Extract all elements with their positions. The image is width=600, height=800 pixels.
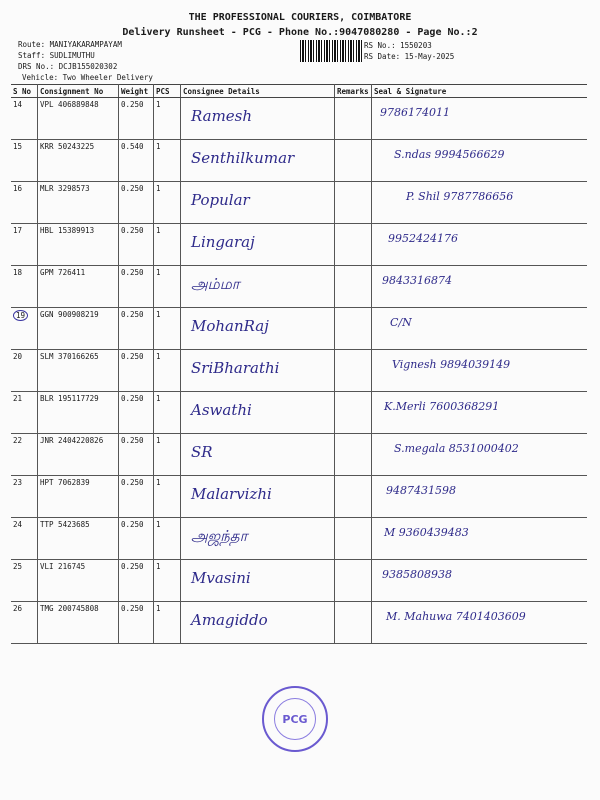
consignee-handwriting: Amagiddo	[191, 611, 268, 629]
row-weight-cell	[119, 476, 154, 518]
row-remarks-cell	[335, 518, 372, 560]
row-weight: 0.250	[121, 184, 144, 193]
row-weight-cell	[119, 308, 154, 350]
row-sno: 24	[13, 520, 23, 529]
row-pcs-cell	[154, 224, 181, 266]
row-weight-cell	[119, 140, 154, 182]
row-consignee-cell	[181, 602, 335, 644]
row-signature-cell	[372, 182, 588, 224]
drs-label: DRS No.: DCJB155020302	[18, 62, 118, 71]
row-consignment-no-cell	[38, 266, 119, 308]
table-row	[11, 224, 587, 266]
consignee-handwriting: Malarvizhi	[191, 485, 272, 503]
row-pcs: 1	[156, 604, 161, 613]
row-remarks-cell	[335, 434, 372, 476]
row-sno: 25	[13, 562, 23, 571]
row-consignment-no-cell	[38, 518, 119, 560]
row-remarks-cell	[335, 98, 372, 140]
row-consignee-cell	[181, 350, 335, 392]
signature-handwriting: S.megala 8531000402	[394, 442, 519, 455]
row-weight: 0.250	[121, 394, 144, 403]
row-consignment-no-cell	[38, 434, 119, 476]
row-pcs-cell	[154, 182, 181, 224]
row-weight: 0.250	[121, 268, 144, 277]
row-pcs: 1	[156, 478, 161, 487]
row-sno: 26	[13, 604, 23, 613]
company-title: THE PROFESSIONAL COURIERS, COIMBATORE	[188, 12, 412, 23]
table-row	[11, 518, 587, 560]
row-pcs-cell	[154, 140, 181, 182]
row-sno-cell	[11, 518, 38, 560]
row-remarks-cell	[335, 560, 372, 602]
signature-handwriting: 9952424176	[388, 232, 458, 245]
row-pcs: 1	[156, 310, 161, 319]
row-pcs: 1	[156, 268, 161, 277]
row-sno: 18	[13, 268, 23, 277]
table-row	[11, 182, 587, 224]
row-sno: 15	[13, 142, 23, 151]
row-pcs-cell	[154, 476, 181, 518]
row-signature-cell	[372, 560, 588, 602]
row-weight: 0.250	[121, 352, 144, 361]
row-consignee-cell	[181, 308, 335, 350]
row-remarks-cell	[335, 308, 372, 350]
signature-handwriting: Vignesh 9894039149	[392, 358, 511, 371]
consignee-handwriting: அம்மா	[191, 275, 240, 293]
signature-handwriting: 9385808938	[382, 568, 452, 581]
table-row	[11, 602, 587, 644]
table-row	[11, 98, 587, 140]
row-remarks-cell	[335, 182, 372, 224]
table-row	[11, 308, 587, 350]
row-weight-cell	[119, 518, 154, 560]
row-pcs-cell	[154, 434, 181, 476]
row-weight-cell	[119, 602, 154, 644]
row-sno-cell	[11, 308, 38, 350]
row-weight-cell	[119, 434, 154, 476]
row-signature-cell	[372, 266, 588, 308]
row-sno-cell	[11, 98, 38, 140]
consignee-handwriting: Mvasini	[191, 569, 251, 587]
row-pcs-cell	[154, 350, 181, 392]
row-sno-cell	[11, 140, 38, 182]
consignee-handwriting: Senthilkumar	[191, 149, 295, 167]
row-signature-cell	[372, 350, 588, 392]
row-sno: 16	[13, 184, 23, 193]
signature-handwriting: M. Mahuwa 7401403609	[386, 610, 526, 623]
row-consignee-cell	[181, 434, 335, 476]
consignee-handwriting: SriBharathi	[191, 359, 280, 377]
row-consignment-no: SLM 370166265	[40, 352, 99, 361]
row-sno: 23	[13, 478, 23, 487]
barcode	[300, 40, 362, 62]
runsheet-title: Delivery Runsheet - PCG - Phone No.:9047080280 - Page No.:2	[122, 27, 478, 38]
row-weight-cell	[119, 266, 154, 308]
row-sno: 14	[13, 100, 23, 109]
row-sno-cell	[11, 392, 38, 434]
signature-handwriting: C/N	[390, 316, 412, 329]
row-consignment-no: TTP 5423685	[40, 520, 90, 529]
row-weight: 0.250	[121, 562, 144, 571]
row-sno: 20	[13, 352, 23, 361]
row-weight: 0.250	[121, 604, 144, 613]
row-consignee-cell	[181, 224, 335, 266]
consignee-handwriting: MohanRaj	[191, 317, 269, 335]
row-consignee-cell	[181, 182, 335, 224]
table-row	[11, 434, 587, 476]
signature-handwriting: 9487431598	[386, 484, 456, 497]
row-sno: 22	[13, 436, 23, 445]
row-sno: 17	[13, 226, 23, 235]
row-consignee-cell	[181, 392, 335, 434]
consignee-handwriting: Ramesh	[191, 107, 253, 125]
row-remarks-cell	[335, 140, 372, 182]
row-sno: 21	[13, 394, 23, 403]
row-consignment-no: BLR 195117729	[40, 394, 99, 403]
col-consignment: Consignment No	[38, 85, 119, 98]
table-row	[11, 560, 587, 602]
row-consignee-cell	[181, 140, 335, 182]
row-pcs-cell	[154, 560, 181, 602]
consignee-handwriting: SR	[191, 443, 213, 461]
row-weight-cell	[119, 560, 154, 602]
row-weight-cell	[119, 392, 154, 434]
row-consignment-no-cell	[38, 140, 119, 182]
row-weight: 0.250	[121, 100, 144, 109]
col-weight: Weight	[119, 85, 154, 98]
row-signature-cell	[372, 476, 588, 518]
row-pcs: 1	[156, 142, 161, 151]
row-consignment-no-cell	[38, 98, 119, 140]
row-pcs: 1	[156, 226, 161, 235]
consignee-handwriting: Popular	[191, 191, 250, 209]
row-remarks-cell	[335, 350, 372, 392]
row-signature-cell	[372, 518, 588, 560]
row-weight: 0.250	[121, 310, 144, 319]
col-sno: S No	[11, 85, 38, 98]
row-pcs: 1	[156, 100, 161, 109]
table-row	[11, 392, 587, 434]
row-signature-cell	[372, 308, 588, 350]
row-pcs-cell	[154, 602, 181, 644]
staff-label: Staff: SUDLIMUTHU	[18, 51, 95, 60]
row-pcs-cell	[154, 98, 181, 140]
col-pcs: PCS	[154, 85, 181, 98]
row-consignment-no-cell	[38, 476, 119, 518]
row-weight: 0.250	[121, 478, 144, 487]
row-consignment-no: TMG 200745808	[40, 604, 99, 613]
row-sno-cell	[11, 266, 38, 308]
row-consignment-no: HPT 7062839	[40, 478, 90, 487]
row-weight: 0.250	[121, 226, 144, 235]
runsheet-table	[11, 84, 587, 644]
row-pcs-cell	[154, 518, 181, 560]
signature-handwriting: M 9360439483	[384, 526, 469, 539]
row-sno-cell	[11, 476, 38, 518]
row-consignment-no-cell	[38, 602, 119, 644]
signature-handwriting: K.Merli 7600368291	[384, 400, 500, 413]
consignee-handwriting: அஜந்தா	[191, 527, 248, 545]
table-header-row	[11, 85, 587, 98]
row-consignment-no-cell	[38, 560, 119, 602]
vehicle-label: Vehicle: Two Wheeler Delivery	[22, 73, 153, 82]
row-sno-cell	[11, 350, 38, 392]
signature-handwriting: S.ndas 9994566629	[394, 148, 505, 161]
row-remarks-cell	[335, 476, 372, 518]
rs-date-label: RS Date: 15-May-2025	[364, 52, 455, 61]
row-sno-cell	[11, 224, 38, 266]
row-weight-cell	[119, 98, 154, 140]
row-weight-cell	[119, 224, 154, 266]
row-consignment-no: VLI 216745	[40, 562, 86, 571]
row-consignment-no-cell	[38, 182, 119, 224]
row-pcs-cell	[154, 266, 181, 308]
row-sno-cell	[11, 560, 38, 602]
consignee-handwriting: Aswathi	[191, 401, 252, 419]
row-consignment-no: VPL 406889848	[40, 100, 99, 109]
row-remarks-cell	[335, 602, 372, 644]
signature-handwriting: P. Shil 9787786656	[406, 190, 514, 203]
row-pcs: 1	[156, 352, 161, 361]
col-signature: Seal & Signature	[372, 85, 588, 98]
row-pcs: 1	[156, 436, 161, 445]
row-consignment-no: MLR 3298573	[40, 184, 90, 193]
row-pcs-cell	[154, 308, 181, 350]
row-weight: 0.540	[121, 142, 144, 151]
row-consignment-no: JNR 2404220826	[40, 436, 104, 445]
row-signature-cell	[372, 140, 588, 182]
row-consignee-cell	[181, 476, 335, 518]
row-sno-cell	[11, 182, 38, 224]
route-label: Route: MANIYAKARAMPAYAM	[18, 40, 122, 49]
table-row	[11, 350, 587, 392]
row-remarks-cell	[335, 392, 372, 434]
col-remarks: Remarks	[335, 85, 372, 98]
row-sno-cell	[11, 434, 38, 476]
row-consignment-no-cell	[38, 224, 119, 266]
row-consignee-cell	[181, 518, 335, 560]
row-consignment-no-cell	[38, 392, 119, 434]
row-signature-cell	[372, 224, 588, 266]
row-weight-cell	[119, 182, 154, 224]
row-pcs: 1	[156, 520, 161, 529]
row-sno-cell	[11, 602, 38, 644]
row-signature-cell	[372, 434, 588, 476]
row-weight: 0.250	[121, 436, 144, 445]
row-consignment-no: KRR 50243225	[40, 142, 95, 151]
row-signature-cell	[372, 602, 588, 644]
row-pcs: 1	[156, 184, 161, 193]
row-consignment-no-cell	[38, 308, 119, 350]
row-signature-cell	[372, 392, 588, 434]
table-row	[11, 266, 587, 308]
row-remarks-cell	[335, 224, 372, 266]
row-pcs-cell	[154, 392, 181, 434]
row-consignee-cell	[181, 98, 335, 140]
rs-no-label: RS No.: 1550203	[364, 41, 432, 50]
row-signature-cell	[372, 98, 588, 140]
row-weight: 0.250	[121, 520, 144, 529]
row-consignment-no: GGN 900908219	[40, 310, 99, 319]
col-consignee: Consignee Details	[181, 85, 335, 98]
table-row	[11, 476, 587, 518]
row-pcs: 1	[156, 394, 161, 403]
row-consignment-no: GPM 726411	[40, 268, 86, 277]
table-body	[11, 98, 587, 644]
signature-handwriting: 9843316874	[382, 274, 452, 287]
row-weight-cell	[119, 350, 154, 392]
stamp-text: PCG	[274, 698, 316, 740]
row-consignment-no: HBL 15389913	[40, 226, 95, 235]
row-sno: 19	[13, 310, 28, 321]
company-stamp	[262, 686, 328, 752]
row-consignment-no-cell	[38, 350, 119, 392]
row-remarks-cell	[335, 266, 372, 308]
signature-handwriting: 9786174011	[380, 106, 450, 119]
table-row	[11, 140, 587, 182]
row-consignee-cell	[181, 266, 335, 308]
row-pcs: 1	[156, 562, 161, 571]
consignee-handwriting: Lingaraj	[191, 233, 255, 251]
row-consignee-cell	[181, 560, 335, 602]
